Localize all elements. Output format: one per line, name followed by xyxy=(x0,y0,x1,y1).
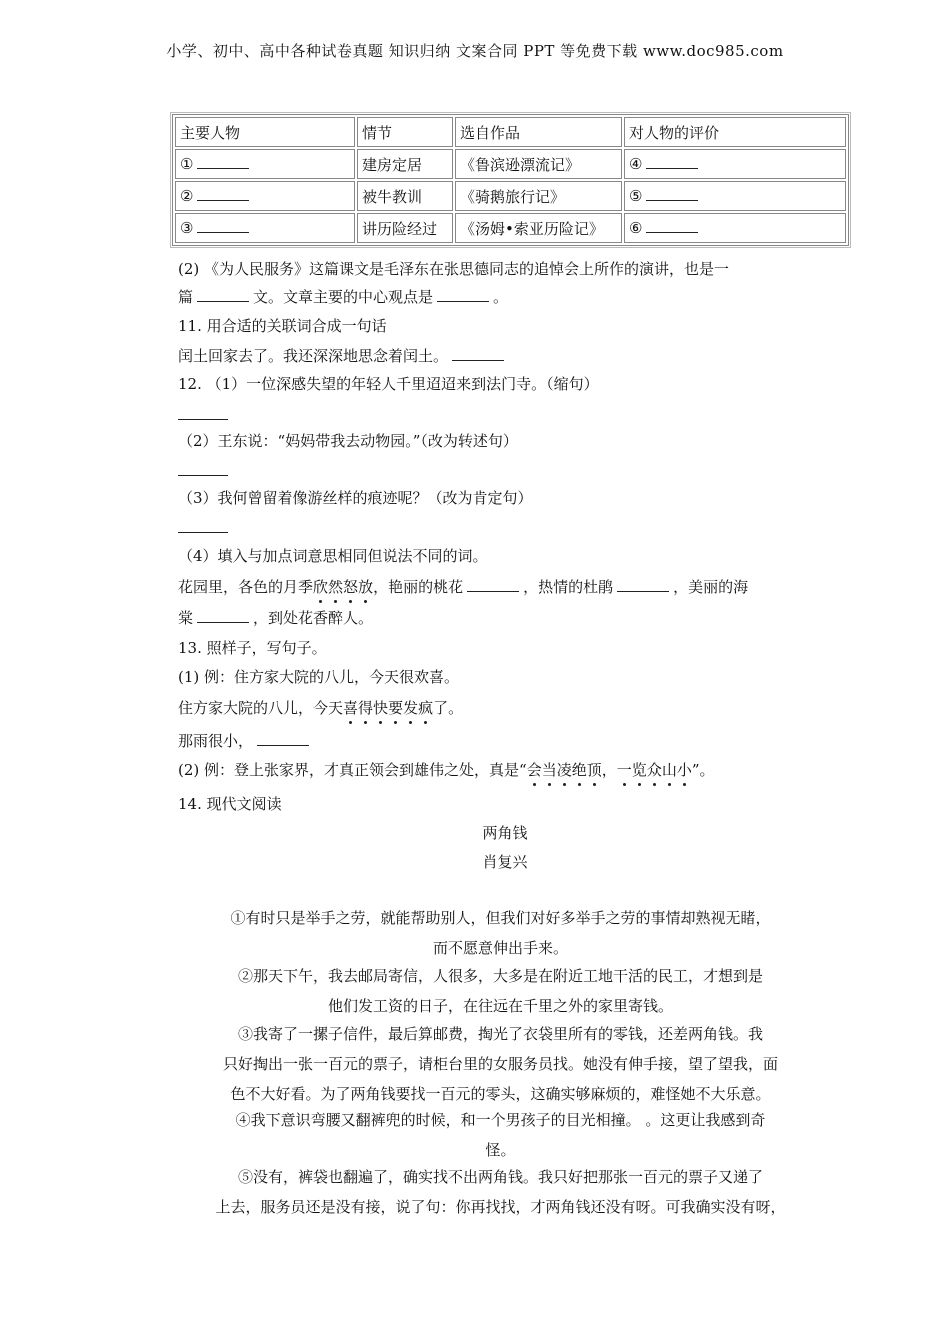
table-cell: 《汤姆•索亚历险记》 xyxy=(455,213,622,243)
dotted-char: 得 xyxy=(358,699,374,717)
dotted-char: 当 xyxy=(541,761,557,779)
table-cell: 建房定居 xyxy=(357,149,453,179)
q13-task1: 那雨很小， xyxy=(178,730,313,751)
answer-blank[interactable] xyxy=(197,300,249,302)
answer-blank[interactable] xyxy=(646,199,698,201)
dotted-words xyxy=(343,699,433,717)
answer-blank[interactable] xyxy=(257,744,309,746)
q12-answer2 xyxy=(178,462,228,480)
table-cell: ① xyxy=(175,149,355,179)
q12-item2: （2）王东说：“妈妈带我去动物园。”（改为转述句） xyxy=(178,432,518,450)
article-title: 两角钱 xyxy=(482,824,528,842)
table-header-cell: 主要人物 xyxy=(175,117,355,147)
dotted-char: 众 xyxy=(646,761,662,779)
paragraph-2: ②那天下午，我去邮局寄信，人很多，大多是在附近工地干活的民工，才想到是 他们发工资的日子，在往远在千里之外的家里寄钱。 xyxy=(237,967,763,1015)
q12-flowers-line1: 花园里，各色的月季欣然怒放，艳丽的桃花 ，热情的杜鹃 ，美丽的海 xyxy=(178,578,749,596)
q12-item4: （4）填入与加点词意思相同但说法不同的词。 xyxy=(178,547,488,565)
q12-answer1 xyxy=(178,406,228,424)
q14-title: 14. 现代文阅读 xyxy=(178,795,282,813)
table-header-cell: 对人物的评价 xyxy=(624,117,846,147)
dotted-char: 凌 xyxy=(556,761,572,779)
dotted-char: 小 xyxy=(676,761,692,779)
answer-blank[interactable] xyxy=(178,418,228,420)
answer-blank[interactable] xyxy=(178,474,228,476)
q12-answer3 xyxy=(178,519,228,537)
dotted-char: 要 xyxy=(388,699,404,717)
page-header: 小学、初中、高中各种试卷真题 知识归纳 文案合同 PPT 等免费下载 www.doc985.com xyxy=(166,42,784,60)
q11-title: 11. 用合适的关联词合成一句话 xyxy=(178,317,387,335)
dotted-char: 一 xyxy=(616,761,632,779)
dotted-char: 山 xyxy=(661,761,677,779)
table-cell: ② xyxy=(175,181,355,211)
answer-blank[interactable] xyxy=(197,231,249,233)
q12-item1: 12. （1）一位深感失望的年轻人千里迢迢来到法门寺。（缩句） xyxy=(178,375,599,393)
table-cell: ③ xyxy=(175,213,355,243)
answer-blank[interactable] xyxy=(452,359,504,361)
table-row xyxy=(175,213,846,243)
table-cell: 讲历险经过 xyxy=(357,213,453,243)
q10-2-line1: (2) 《为人民服务》这篇课文是毛泽东在张思德同志的追悼会上所作的演讲，也是一 xyxy=(178,260,730,278)
article-author: 肖复兴 xyxy=(482,853,528,871)
answer-blank[interactable] xyxy=(646,231,698,233)
answer-blank[interactable] xyxy=(178,531,228,533)
answer-blank[interactable] xyxy=(646,167,698,169)
table-cell: 《骑鹅旅行记》 xyxy=(455,181,622,211)
table-header-row xyxy=(175,117,846,147)
table-row xyxy=(175,181,846,211)
q12-flowers-line2: 棠 ，到处花香醉人。 xyxy=(178,609,374,627)
dotted-char: 欣 xyxy=(313,578,329,596)
dotted-char: 发 xyxy=(403,699,419,717)
dotted-char: 顶 xyxy=(586,761,602,779)
dotted-words xyxy=(313,578,373,596)
q11-sentence: 闰土回家去了。我还深深地思念着闰土。 xyxy=(178,345,508,366)
table-row xyxy=(175,149,846,179)
table-cell: 《鲁滨逊漂流记》 xyxy=(455,149,622,179)
q13-title: 13. 照样子，写句子。 xyxy=(178,639,327,657)
table-header-cell: 选自作品 xyxy=(455,117,622,147)
paragraph-5: ⑤没有，裤袋也翻遍了，确实找不出两角钱。我只好把那张一百元的票子又递了 上去，服务员还是没有接，说了句：你再找找，才两角钱还没有呀。可我确实没有呀， xyxy=(215,1168,786,1216)
dotted-char: 放 xyxy=(358,578,374,596)
dotted-words xyxy=(527,761,602,779)
dotted-char: 会 xyxy=(526,761,542,779)
dotted-char: 览 xyxy=(631,761,647,779)
dotted-char: 然 xyxy=(328,578,344,596)
dotted-char: 疯 xyxy=(418,699,434,717)
characters-table xyxy=(172,114,849,246)
dotted-char: 喜 xyxy=(343,699,359,717)
q10-2-line2: 篇 文。文章主要的中心观点是 。 xyxy=(178,288,509,306)
q13-example2: (2) 例：登上张家界，才真正领会到雄伟之处，真是“会当凌绝顶，一览众山小”。 xyxy=(178,761,715,779)
answer-blank[interactable] xyxy=(197,621,249,623)
answer-blank[interactable] xyxy=(467,590,519,592)
table-header-cell: 情节 xyxy=(357,117,453,147)
answer-blank[interactable] xyxy=(437,300,489,302)
table-cell: ⑤ xyxy=(624,181,846,211)
table-cell: 被牛教训 xyxy=(357,181,453,211)
answer-blank[interactable] xyxy=(197,167,249,169)
paragraph-1: ①有时只是举手之劳，就能帮助别人，但我们对好多举手之劳的事情却熟视无睹， 而不愿意伸出手来。 xyxy=(230,909,771,957)
dotted-char: 怒 xyxy=(343,578,359,596)
dotted-char: 快 xyxy=(373,699,389,717)
table-cell: ④ xyxy=(624,149,846,179)
q13-example1-rewrite: 住方家大院的八儿，今天喜得快要发疯了。 xyxy=(178,699,464,717)
table-cell: ⑥ xyxy=(624,213,846,243)
dotted-words xyxy=(617,761,692,779)
q12-item3: （3）我何曾留着像游丝样的痕迹呢？（改为肯定句） xyxy=(178,489,533,507)
answer-blank[interactable] xyxy=(197,199,249,201)
dotted-char: 绝 xyxy=(571,761,587,779)
answer-blank[interactable] xyxy=(617,590,669,592)
paragraph-4: ④我下意识弯腰又翻裤兜的时候，和一个男孩子的目光相撞。 。这更让我感到奇 怪。 xyxy=(235,1111,766,1159)
paragraph-3: ③我寄了一摞子信件，最后算邮费，掏光了衣袋里所有的零钱，还差两角钱。我 只好掏出一张一百元的票子，请柜台里的女服务员找。她没有伸手接，望了望我，面 色不大好看。为了两角钱要找一百元的零头，这确实够麻烦的，难怪她不大乐意。 xyxy=(222,1025,778,1103)
q13-example1: (1) 例：住方家大院的八儿，今天很欢喜。 xyxy=(178,668,460,686)
